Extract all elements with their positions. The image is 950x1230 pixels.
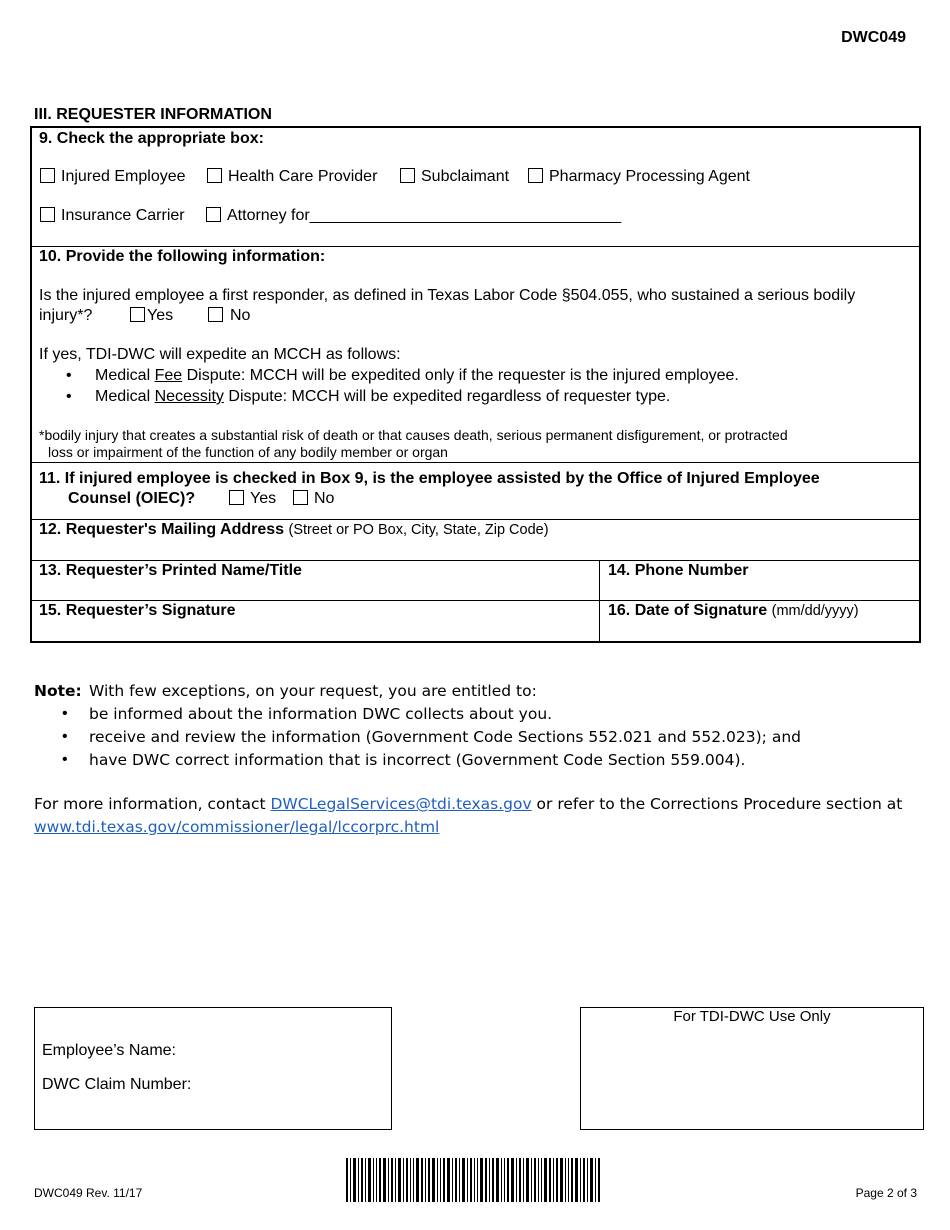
checkbox-insurance-carrier[interactable] xyxy=(40,207,55,222)
box9-label: 9. Check the appropriate box: xyxy=(39,130,264,147)
fee-dispute-item: Medical Fee Dispute: MCCH will be expedited only if the requester is the injured employee. xyxy=(95,367,739,384)
checkbox-first-responder-no[interactable] xyxy=(208,307,223,322)
checkbox-subclaimant[interactable] xyxy=(400,168,415,183)
mailing-address-field[interactable]: 12. Requester's Mailing Address (Street or PO Box, City, State, Zip Code) xyxy=(39,521,549,538)
employee-info-box xyxy=(34,1007,392,1130)
expedite-intro: If yes, TDI-DWC will expedite an MCCH as follows: xyxy=(39,346,401,363)
divider-12-13 xyxy=(31,560,920,561)
first-responder-question: Is the injured employee a first responder, as defined in Texas Labor Code §504.055, who sustained a serious bodily xyxy=(39,287,856,304)
checkbox-health-care-provider[interactable] xyxy=(207,168,222,183)
note-intro: With few exceptions, on your request, you are entitled to: xyxy=(89,682,537,700)
checkbox-oiec-no[interactable] xyxy=(293,490,308,505)
option-label: Subclaimant xyxy=(421,168,510,185)
signature-field[interactable]: 15. Requester’s Signature xyxy=(39,602,236,619)
option-label: Health Care Provider xyxy=(228,168,378,185)
attorney-for-blank[interactable]: ___________________________________ xyxy=(309,207,622,224)
office-use-title: For TDI-DWC Use Only xyxy=(673,1008,831,1025)
divider-10-11 xyxy=(31,462,920,463)
checkbox-oiec-yes[interactable] xyxy=(229,490,244,505)
checkbox-injured-employee[interactable] xyxy=(40,168,55,183)
section-title: III. REQUESTER INFORMATION xyxy=(34,106,272,123)
bullet-icon: • xyxy=(62,751,68,768)
oiec-yes[interactable] xyxy=(229,490,276,508)
no-label: No xyxy=(314,490,335,507)
first-responder-question-cont: injury*? xyxy=(39,307,93,324)
divider-9-10 xyxy=(31,246,920,247)
divider-vertical xyxy=(599,560,600,642)
checkbox-pharmacy-processing-agent[interactable] xyxy=(528,168,543,183)
box10-label: 10. Provide the following information: xyxy=(39,248,326,265)
checkbox-attorney-for[interactable] xyxy=(206,207,221,222)
no-label: No xyxy=(230,307,251,324)
first-responder-no[interactable] xyxy=(208,307,250,325)
date-of-signature-field[interactable]: 16. Date of Signature (mm/dd/yyyy) xyxy=(608,602,859,619)
footnote-line2: loss or impairment of the function of any bodily member or organ xyxy=(48,444,448,460)
divider-11-12 xyxy=(31,519,920,520)
note-item: be informed about the information DWC collects about you. xyxy=(89,705,553,723)
bullet-icon: • xyxy=(62,728,68,745)
form-revision: DWC049 Rev. 11/17 xyxy=(34,1186,143,1200)
footnote-line1: *bodily injury that creates a substantial risk of death or that causes death, serious permanent disfigurement, or protracted xyxy=(39,427,788,443)
option-pharmacy-processing-agent[interactable] xyxy=(528,168,750,186)
note-item: receive and review the information (Government Code Sections 552.021 and 552.023); and xyxy=(89,728,801,746)
note-item: have DWC correct information that is incorrect (Government Code Section 559.004). xyxy=(89,751,746,769)
yes-label: Yes xyxy=(250,490,277,507)
claim-number-field[interactable]: DWC Claim Number: xyxy=(42,1076,192,1093)
option-label: Injured Employee xyxy=(61,168,186,185)
phone-number-field[interactable]: 14. Phone Number xyxy=(608,562,749,579)
box11-question-cont: Counsel (OIEC)? xyxy=(68,490,196,507)
bullet-icon: • xyxy=(66,367,72,384)
note-label: Note: xyxy=(34,682,82,700)
bullet-icon: • xyxy=(62,705,68,722)
corrections-url[interactable] xyxy=(34,818,439,836)
option-attorney-for[interactable] xyxy=(206,207,621,225)
corrections-link[interactable]: www.tdi.texas.gov/commissioner/legal/lccorprc.html xyxy=(34,818,440,836)
yes-label: Yes xyxy=(147,307,174,324)
option-health-care-provider[interactable] xyxy=(207,168,377,186)
option-label: Pharmacy Processing Agent xyxy=(549,168,750,185)
printed-name-field[interactable]: 13. Requester’s Printed Name/Title xyxy=(39,562,302,579)
checkbox-first-responder-yes[interactable] xyxy=(130,307,145,322)
necessity-dispute-item: Medical Necessity Dispute: MCCH will be expedited regardless of requester type. xyxy=(95,388,671,405)
employee-name-field[interactable]: Employee’s Name: xyxy=(42,1042,176,1059)
first-responder-yes[interactable] xyxy=(130,307,173,325)
page-number: Page 2 of 3 xyxy=(855,1186,917,1200)
email-link[interactable]: DWCLegalServices@tdi.texas.gov xyxy=(270,795,532,813)
more-info-text: For more information, contact DWCLegalServices@tdi.texas.gov or refer to the Corrections Procedure section at xyxy=(34,795,903,813)
box11-question: 11. If injured employee is checked in Box 9, is the employee assisted by the Office of Injured Employee xyxy=(39,470,820,487)
option-injured-employee[interactable] xyxy=(40,168,186,186)
bullet-icon: • xyxy=(66,388,72,405)
option-label: Insurance Carrier xyxy=(61,207,185,224)
option-label: Attorney for xyxy=(227,207,310,224)
form-code: DWC049 xyxy=(841,29,906,46)
barcode-icon xyxy=(346,1158,600,1202)
oiec-no[interactable] xyxy=(293,490,334,508)
office-use-box xyxy=(580,1007,924,1130)
option-insurance-carrier[interactable] xyxy=(40,207,185,225)
divider-13-15 xyxy=(31,600,920,601)
option-subclaimant[interactable] xyxy=(400,168,509,186)
